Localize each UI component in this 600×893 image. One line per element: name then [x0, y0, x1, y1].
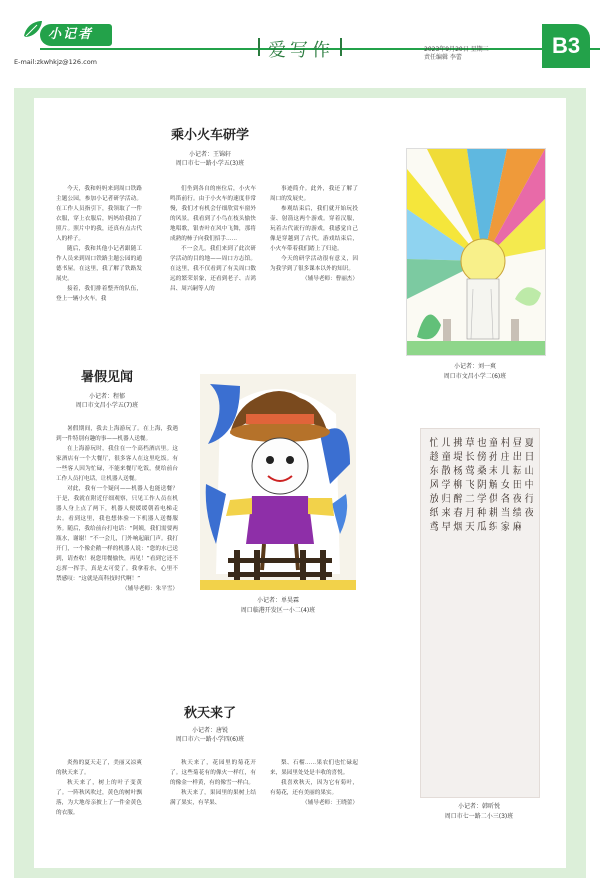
calligraphy-column: 也傍桑阴学种瓜: [474, 437, 486, 535]
painting-sun-rays-art: [407, 149, 545, 355]
article-byline-author: 小记者：唐锐: [191, 727, 228, 734]
paragraph: 今天，我和妈妈来到周口铁路主题公园，参加小记者研学活动。在工作人员指引下，我领取了一件衣服，穿上衣服后，妈妈给我拍了照片。照片中的我，还真有点古代人的样子。: [56, 186, 142, 242]
article-title-train: 乘小火车研学: [170, 128, 249, 143]
panel-border-right: [566, 88, 586, 870]
article-byline-school: 周口市文昌小学五(7)班: [75, 402, 139, 409]
paragraph: 对此，我有一个疑问——机器人也能送餐？于是，我就在附近仔细观察，只见工作人员在机器人身上点了两下，机器人便缓缓朝着电梯走去。看到这里，我也想体验一下机器人送餐服务。随后，我给前台打电话：“阿姨，我们需要两瓶水，谢谢！”不一会儿，门外响起敲门声。我打开门，一个像企鹅一样的机器人说：“您的水已送到，请查收！祝您用餐愉快，再见！”看到它还不忘挥一挥手，真是太可爱了。我拿着水，心里不禁感叹：“这就是高科技时代啊！”: [56, 486, 178, 582]
paragraph: 暑假期间，我去上海游玩了。在上海，我遇到一件特别有趣的事——机器人送餐。: [56, 426, 178, 442]
contact-email: E-mail:zkwhkjz@126.com: [14, 58, 98, 66]
painting-scarecrow-art: [200, 374, 356, 590]
article-column: [170, 758, 256, 854]
paragraph: 参观结束后，我们就开始玩投壶、射箭这两个游戏。穿着汉服，玩着古代流行的游戏，我感觉自己像是穿越到了古代。游戏结束后，小火车带着我们踏上了归途。: [270, 206, 358, 252]
paragraph: 秋天来了，果园里的果树上结满了果实，有苹果、: [170, 790, 256, 806]
paragraph: 秋天来了，花园里的菊花开了。这些菊花有的像火一样红，有的像金一样黄，有的像雪一样白。: [170, 760, 256, 786]
calligraphy-column: 拂堤杨柳醉春烟: [450, 437, 462, 535]
article-column: [270, 758, 358, 854]
article-column: [56, 424, 178, 674]
article-column: [170, 184, 256, 324]
article-byline-school: 周口市六一路小学四(6)班: [175, 736, 245, 743]
calligraphy-column: 昼出耘田夜绩麻: [510, 437, 522, 535]
article-column: [270, 184, 358, 334]
page-number-badge: B3: [542, 24, 590, 68]
calligraphy-column: 忙趁东风放纸鸢: [427, 437, 438, 535]
painting-sun-rays: [406, 148, 546, 356]
teacher-credit: （辅导老师：曹丽杰）: [302, 276, 358, 282]
teacher-credit: （辅导老师：朱平雪）: [122, 586, 178, 592]
paragraph: 事迹简介。此外，我还了解了周口的发展史。: [270, 186, 358, 202]
painting-caption-author: 小记者：单昊霖: [256, 597, 299, 604]
article-column: [56, 758, 142, 854]
article-column: [56, 184, 142, 324]
issue-date: 2023年9月20日 星期三: [424, 46, 489, 53]
paragraph: 随后，我和其他小记者跟随工作人员来到周口铁路主题公园的通德书屋。在这里，我了解了铁路发展史。: [56, 246, 142, 282]
paragraph: 炎热的夏天走了，美丽又凉爽的秋天来了。: [56, 760, 142, 776]
paragraph: 不一会儿，我们来到了此次研学活动的目的地——周口方志馆。在这里，我不仅看到了有关周口数远的繁荣景象，还看到老子、吉鸿昌、周兴嗣等人的: [170, 246, 256, 292]
article-byline-school: 周口市七一路小学五(3)班: [175, 160, 245, 167]
editor-credit: 责任编辑 李蕾: [424, 54, 462, 61]
paragraph: 在上海游玩时，我住在一个高档酒店里。这家酒店有一个大餐厅，很多客人在这里吃饭。有一些客人因为忙碌，不能来餐厅吃饭，便给前台工作人员打电话，让机器人送餐。: [56, 446, 178, 482]
article-title-autumn: 秋天来了: [183, 706, 236, 721]
calligraphy-column: 童孙未解供耕织: [486, 437, 498, 535]
calligraphy-caption-author: 小记者：韩昕悦: [457, 803, 500, 810]
paragraph: 们坐到各自的座位后，小火车鸣笛前行。由于小火车的速度非常慢，我们才有机会仔细欣赏车窗外的风景。我看到了小鸟在枝头愉快地唱歌，银杏叶在风中飞舞，那将成熟的柿子向我们招手……: [170, 186, 256, 242]
panel-border-left: [14, 88, 34, 870]
calligraphy-column: 儿童散学归来早: [438, 437, 450, 535]
calligraphy-column: 村庄儿女各当家: [498, 437, 510, 535]
paragraph: 今天的研学活动很有意义，因为我学到了很多课本以外的知识。: [270, 256, 358, 272]
article-byline-author: 小记者：王锦轩: [188, 151, 231, 158]
painting-caption-school: 周口临港开发区一小二(4)班: [240, 607, 316, 614]
painting-scarecrow: [200, 374, 356, 590]
panel-border-bottom: [14, 868, 586, 878]
calligraphy-artwork: [420, 428, 540, 798]
calligraphy-column: 草长莺飞二月天: [462, 437, 474, 535]
painting-caption-school: 周口市文昌小学二(6)班: [443, 373, 507, 380]
teacher-credit: （辅导老师：王晓蕾）: [302, 800, 358, 806]
section-title: 爱写作: [268, 40, 334, 61]
calligraphy-caption-school: 周口市七一路二小三(3)班: [444, 813, 514, 820]
section-divider-right: [340, 38, 342, 56]
paragraph: 秋天来了，树上的叶子变黄了。一阵秋风吹过，黄色的树叶飘落，为大地母亲披上了一件金黄色的衣服。: [56, 780, 142, 816]
article-byline-author: 小记者：程郁: [88, 393, 125, 400]
panel-border-top: [34, 88, 566, 98]
column-logo: 小记者: [48, 27, 94, 42]
paragraph: 我喜欢秋天，因为它有菊叶，有菊花，还有美丽的果实。: [270, 780, 358, 796]
calligraphy-column: 夏日山中行夜: [522, 437, 533, 521]
paragraph: 接着，我们排着整齐的队伍，登上一辆小火车。我: [56, 286, 142, 302]
calligraphy-columns: [427, 437, 533, 789]
article-title-summer: 暑假见闻: [80, 370, 133, 385]
paragraph: 梨、石榴……果农们也忙碌起来，果园里处处是丰收的喜悦。: [270, 760, 358, 776]
painting-caption-author: 小记者：刘一爽: [453, 363, 496, 370]
